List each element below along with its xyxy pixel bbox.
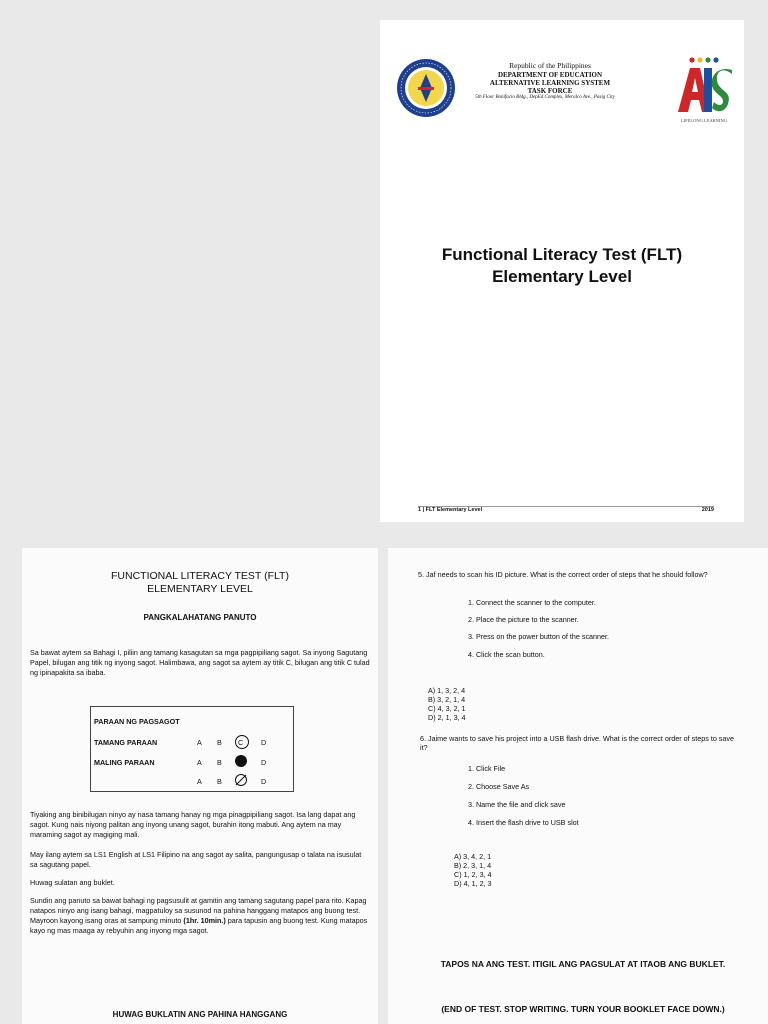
option-c: C [238, 738, 244, 747]
instructions-page [22, 548, 378, 1024]
q5-choice-c: C) 4, 3, 2, 1 [428, 704, 466, 713]
option-b: B [217, 738, 222, 747]
instructions-title [22, 570, 378, 596]
address-line: 5th Floor Bonifacio Bldg., DepEd Complex, Meralco Ave., Pasig City [475, 94, 615, 100]
cover-title-line1: Functional Literacy Test (FLT) [441, 245, 683, 264]
time-limit: (1hr. 10min.) [183, 916, 226, 925]
q5-choice-a: A) 1, 3, 2, 4 [428, 686, 466, 695]
deped-seal-icon [396, 58, 456, 118]
para5-text-b: para tapusin ang buong test. Kung matapos kayo ng mas maaga ay rebyuhin ang inyong mga sagot. [30, 916, 368, 935]
option-a: A [197, 758, 202, 767]
instructions-title-line2: ELEMENTARY LEVEL [147, 583, 253, 595]
option-d: D [261, 777, 267, 786]
footer-page-label: 1 | FLT Elementary Level [418, 507, 483, 513]
option-d: D [261, 758, 267, 767]
para5-text-a: Sundin ang panuto sa bawat bahagi ng pagsusulit at gamitin ang tamang sagutang papel para rito. Kapag natapos ninyo ang isang bahagi, magpatuloy sa susunod na pahina hanggang matapos ang buong test. Mayroon kayong isang oras at sampung minuto [30, 896, 367, 925]
als-logo-subtext: LIFELONG LEARNING [680, 118, 728, 123]
task-force-line: TASK FORCE [527, 86, 573, 95]
instruction-paragraph-2: Tiyaking ang binibilugan ninyo ay nasa tamang hanay ng mga pinagpipiliang sagot. Isa lang dapat ang sagot. Kung nais niyong palitan ang inyong unang sagot, burahin itong mabuti. Ang aytem na may maraming sagot ay magiging mali. [30, 810, 356, 839]
q6-step-2: 2. Choose Save As [468, 782, 530, 791]
q5-choice-b: B) 3, 2, 1, 4 [428, 695, 466, 704]
do-not-open-note: HUWAG BUKLATIN ANG PAHINA HANGGANG [112, 1010, 288, 1019]
instruction-paragraph-1: Sa bawat aytem sa Bahagi I, piliin ang tamang kasagutan sa mga pagpipiliang sagot. Sa inyong Sagutang Papel, bilugan ang titik ng inyong sagot. Halimbawa, ang sagot sa aytem ay titik C, bilugan ang titik C tulad ng ipinapakita sa ibaba. [30, 648, 370, 677]
cover-title [380, 244, 744, 288]
q6-step-4: 4. Insert the flash drive to USB slot [468, 818, 579, 827]
answer-method-box [90, 706, 294, 792]
q5-step-2: 2. Place the picture to the scanner. [468, 615, 579, 624]
option-b: B [217, 777, 222, 786]
q6-step-1: 1. Click File [468, 764, 506, 773]
q6-choice-b: B) 2, 3, 1, 4 [454, 861, 492, 870]
instructions-subtitle: PANGKALAHATANG PANUTO [143, 613, 257, 622]
cover-title-line2: Elementary Level [492, 267, 632, 286]
option-a: A [197, 738, 202, 747]
instruction-paragraph-3: May ilang aytem sa LS1 English at LS1 Filipino na ang sagot ay salita, pangungusap o talata na isusulat sa sagutang papel. [30, 850, 362, 869]
end-of-test-english: (END OF TEST. STOP WRITING. TURN YOUR BOOKLET FACE DOWN.) [441, 1004, 725, 1014]
q5-step-4: 4. Click the scan button. [468, 650, 545, 659]
option-b: B [217, 758, 222, 767]
question-6: 6. Jaime wants to save his project into a USB flash drive. What is the correct order of steps to save it? [420, 734, 734, 752]
q6-choices [454, 852, 492, 888]
q6-choice-c: C) 1, 2, 3, 4 [454, 870, 492, 879]
instructions-title-line1: FUNCTIONAL LITERACY TEST (FLT) [111, 570, 289, 582]
q6-choice-d: D) 4, 1, 2, 3 [454, 879, 492, 888]
q6-step-3: 3. Name the file and click save [468, 800, 566, 809]
option-a: A [197, 777, 202, 786]
instruction-paragraph-5 [30, 896, 370, 936]
correct-method-label: TAMANG PARAAN [94, 738, 158, 747]
q5-step-3: 3. Press on the power button of the scanner. [468, 632, 610, 641]
q5-choice-d: D) 2, 1, 3, 4 [428, 713, 466, 722]
republic-line: Republic of the Philippines [509, 61, 591, 70]
questions-page [388, 548, 768, 1024]
q6-choice-a: A) 3, 4, 2, 1 [454, 852, 492, 861]
q5-step-1: 1. Connect the scanner to the computer. [468, 598, 596, 607]
cover-page [380, 20, 744, 522]
crossed-circle-icon [234, 773, 248, 787]
als-line: ALTERNATIVE LEARNING SYSTEM [489, 78, 611, 87]
question-5: 5. Jaf needs to scan his ID picture. What is the correct order of steps that he should follow? [418, 570, 708, 579]
letterhead [470, 62, 630, 101]
end-of-test-filipino: TAPOS NA ANG TEST. ITIGIL ANG PAGSULAT AT ITAOB ANG BUKLET. [440, 959, 726, 969]
footer-year: 2019 [701, 507, 714, 513]
filled-circle-icon [235, 755, 247, 767]
answer-method-heading: PARAAN NG PAGSAGOT [94, 717, 180, 726]
wrong-method-label: MALING PARAAN [94, 758, 155, 767]
option-d: D [261, 738, 267, 747]
als-logo-icon [674, 56, 734, 118]
instruction-paragraph-4: Huwag sulatan ang buklet. [30, 878, 115, 887]
department-line: DEPARTMENT OF EDUCATION [497, 70, 603, 79]
q5-choices [428, 686, 466, 722]
page-footer [418, 506, 714, 513]
